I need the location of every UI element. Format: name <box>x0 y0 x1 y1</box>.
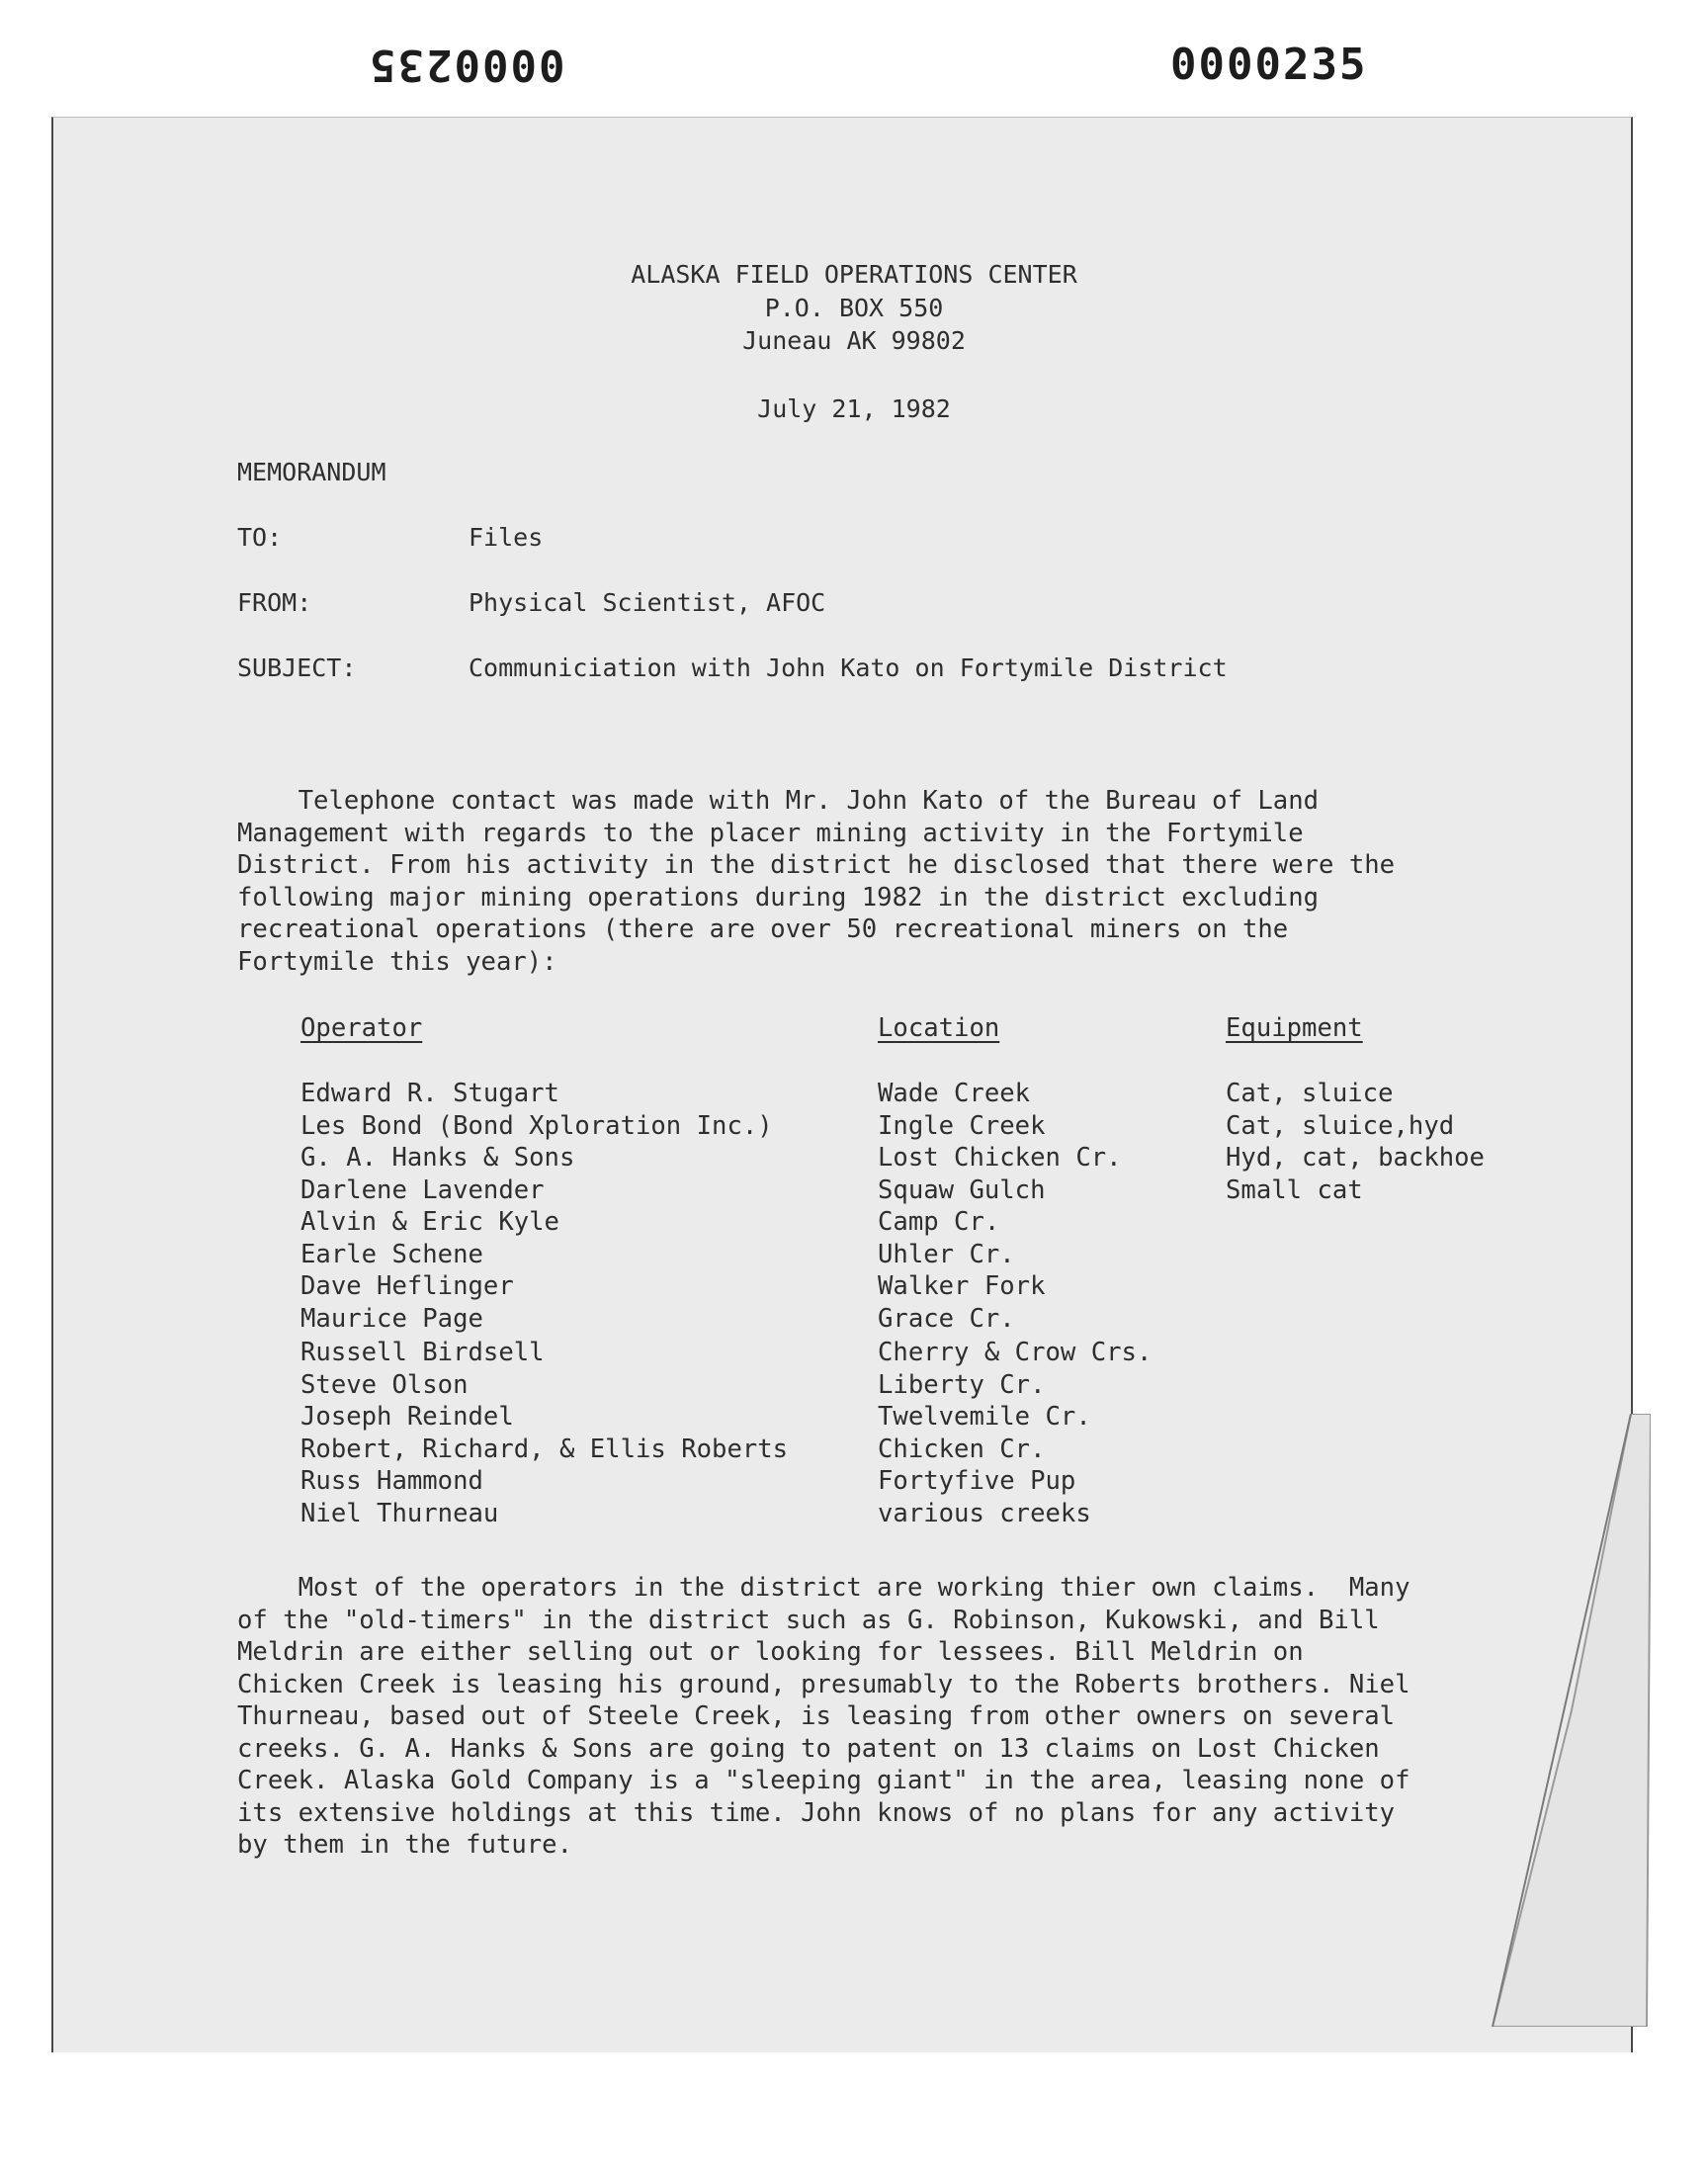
operator-cell: G. A. Hanks & Sons <box>300 1143 575 1173</box>
table-row <box>0 1110 1708 1142</box>
memo-type: MEMORANDUM <box>237 458 386 486</box>
operator-cell: Edward R. Stugart <box>300 1079 559 1108</box>
from-value: Physical Scientist, AFOC <box>469 588 826 617</box>
location-cell: Twelvemile Cr. <box>878 1402 1091 1432</box>
page-stamp-inverted: 0000235 <box>368 40 565 90</box>
table-row <box>0 1303 1708 1335</box>
table-row <box>0 1465 1708 1497</box>
equipment-cell: Cat, sluice <box>1226 1079 1394 1108</box>
operator-cell: Joseph Reindel <box>300 1402 514 1432</box>
column-header-location: Location <box>878 1013 1000 1043</box>
letterhead-box: P.O. BOX 550 <box>764 294 944 322</box>
operator-cell: Dave Heflinger <box>300 1271 514 1301</box>
paragraph-line: Telephone contact was made with Mr. John Kato of the Bureau of Land <box>237 786 1320 816</box>
location-cell: Squaw Gulch <box>878 1175 1046 1205</box>
location-cell: Fortyfive Pup <box>878 1466 1076 1496</box>
operator-cell: Maurice Page <box>300 1304 483 1334</box>
table-row <box>0 1206 1708 1238</box>
table-row <box>0 1498 1708 1529</box>
location-cell: Lost Chicken Cr. <box>878 1143 1122 1173</box>
letterhead-city: Juneau AK 99802 <box>742 326 966 355</box>
page-stamp: 0000235 <box>1170 40 1368 90</box>
column-header-operator: Operator <box>300 1013 423 1043</box>
operator-cell: Russ Hammond <box>300 1466 483 1496</box>
table-row <box>0 1174 1708 1206</box>
paragraph-line: of the "old-timers" in the district such as G. Robinson, Kukowski, and Bill <box>237 1606 1380 1635</box>
operator-cell: Russell Birdsell <box>300 1338 545 1367</box>
location-cell: Liberty Cr. <box>878 1370 1046 1400</box>
operator-cell: Robert, Richard, & Ellis Roberts <box>300 1435 789 1464</box>
table-row <box>0 1078 1708 1109</box>
location-cell: Chicken Cr. <box>878 1435 1046 1464</box>
table-row <box>0 1142 1708 1174</box>
paragraph-line: recreational operations (there are over 50 recreational miners on the <box>237 914 1289 944</box>
location-cell: Walker Fork <box>878 1271 1046 1301</box>
table-row <box>0 1369 1708 1401</box>
operator-cell: Niel Thurneau <box>300 1499 499 1528</box>
paragraph-line: Fortymile this year): <box>237 947 557 977</box>
equipment-cell: Small cat <box>1226 1175 1363 1205</box>
paragraph-line: Management with regards to the placer mining activity in the Fortymile <box>237 819 1304 848</box>
location-cell: Uhler Cr. <box>878 1240 1015 1269</box>
operator-cell: Darlene Lavender <box>300 1175 545 1205</box>
table-row <box>0 1337 1708 1368</box>
paragraph-line: Most of the operators in the district are working thier own claims. Many <box>237 1573 1410 1603</box>
paragraph-line: its extensive holdings at this time. John knows of no plans for any activity <box>237 1798 1396 1828</box>
operator-cell: Earle Schene <box>300 1240 483 1269</box>
table-header-row <box>0 1012 1708 1044</box>
to-value: Files <box>469 523 544 552</box>
location-cell: Wade Creek <box>878 1079 1031 1108</box>
column-header-equipment: Equipment <box>1226 1013 1363 1043</box>
paragraph-line: Chicken Creek is leasing his ground, presumably to the Roberts brothers. Niel <box>237 1670 1410 1699</box>
paragraph-line: Creek. Alaska Gold Company is a "sleeping giant" in the area, leasing none of <box>237 1766 1410 1795</box>
location-cell: Camp Cr. <box>878 1207 1000 1237</box>
from-label: FROM: <box>237 588 312 617</box>
equipment-cell: Cat, sluice,hyd <box>1226 1111 1455 1141</box>
location-cell: Cherry & Crow Crs. <box>878 1338 1153 1367</box>
subject-label: SUBJECT: <box>237 653 357 682</box>
table-row <box>0 1270 1708 1302</box>
paragraph-line: Meldrin are either selling out or looking for lessees. Bill Meldrin on <box>237 1637 1304 1667</box>
paragraph-line: Thurneau, based out of Steele Creek, is leasing from other owners on several <box>237 1701 1396 1731</box>
table-row <box>0 1401 1708 1433</box>
paragraph-line: District. From his activity in the district he disclosed that there were the <box>237 850 1396 880</box>
table-row <box>0 1434 1708 1465</box>
memo-date: July 21, 1982 <box>757 394 951 423</box>
paragraph-line: creeks. G. A. Hanks & Sons are going to patent on 13 claims on Lost Chicken <box>237 1734 1380 1764</box>
operator-cell: Les Bond (Bond Xploration Inc.) <box>300 1111 773 1141</box>
equipment-cell: Hyd, cat, backhoe <box>1226 1143 1485 1173</box>
paragraph-line: following major mining operations during 1982 in the district excluding <box>237 883 1320 913</box>
location-cell: various creeks <box>878 1499 1091 1528</box>
table-row <box>0 1239 1708 1270</box>
paragraph-line: by them in the future. <box>237 1830 572 1860</box>
operator-cell: Alvin & Eric Kyle <box>300 1207 559 1237</box>
operator-cell: Steve Olson <box>300 1370 469 1400</box>
to-label: TO: <box>237 523 283 552</box>
location-cell: Ingle Creek <box>878 1111 1046 1141</box>
letterhead-org: ALASKA FIELD OPERATIONS CENTER <box>631 260 1077 289</box>
location-cell: Grace Cr. <box>878 1304 1015 1334</box>
subject-value: Communiciation with John Kato on Fortymile District <box>469 653 1228 682</box>
